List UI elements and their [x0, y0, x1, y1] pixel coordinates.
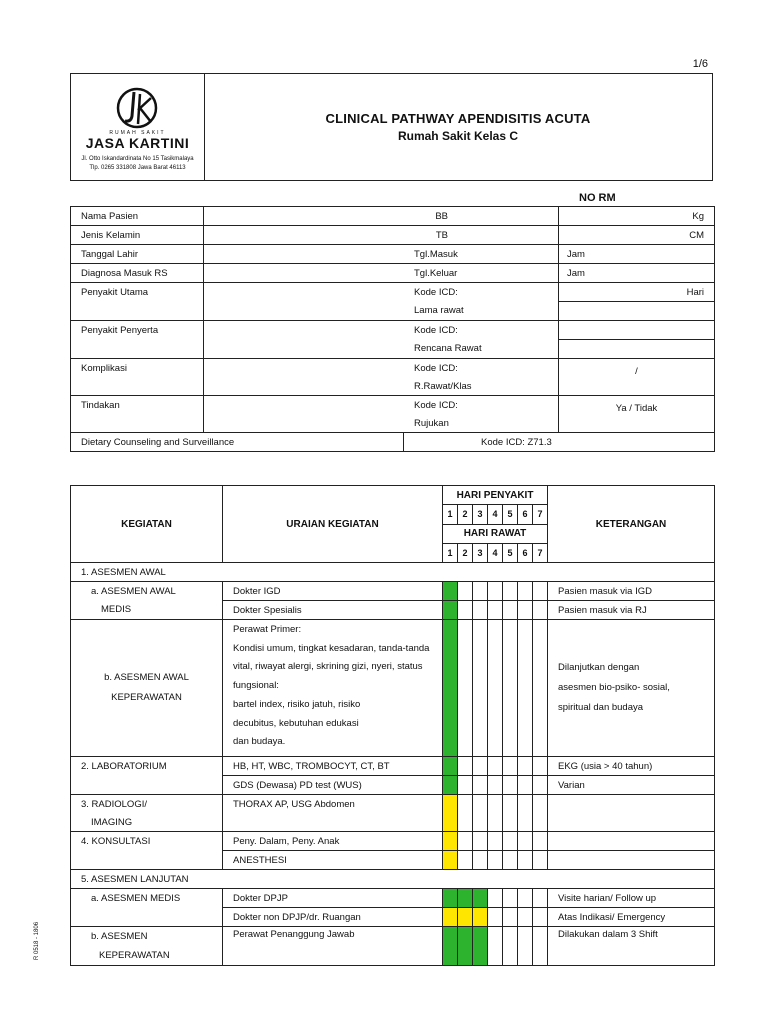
table-row: Komplikasi Kode ICD: /	[71, 359, 715, 378]
col-header-keterangan: KETERANGAN	[548, 486, 715, 563]
hospital-name: JASA KARTINI	[85, 135, 190, 151]
table-row: Nama Pasien BB Kg	[71, 207, 715, 226]
activity-table	[70, 485, 715, 966]
document-subtitle: Rumah Sakit Kelas C	[397, 129, 519, 143]
section-row-asesmen-lanjutan: 5. ASESMEN LANJUTAN	[71, 870, 715, 889]
table-row: b. ASESMEN KEPERAWATAN Perawat Penanggung Jawab Dilakukan dalam 3 Shift	[71, 927, 715, 966]
table-row: Jenis Kelamin TB CM	[71, 226, 715, 245]
table-row: ANESTHESI	[71, 851, 715, 870]
table-row: Tindakan Kode ICD: Ya / Tidak	[71, 396, 715, 415]
table-row: Dietary Counseling and Surveillance Kode ICD: Z71.3	[71, 433, 715, 452]
table-row: a. ASESMEN MEDIS Dokter DPJP Visite harian/ Follow up	[71, 889, 715, 908]
table-row: Lama rawat	[71, 302, 715, 321]
table-row: 2. LABORATORIUM HB, HT, WBC, TROMBOCYT, CT, BT EKG (usia > 40 tahun)	[71, 757, 715, 776]
table-row: b. ASESMEN AWAL KEPERAWATAN Perawat Primer: Kondisi umum, tingkat kesadaran, tanda-tanda vital, riwayat alergi, skrining gizi, nyeri, status fungsional: bartel index, risiko jatuh, risiko decubitus, kebutuhan edukasi dan budaya. Dilanjutkan dengan asesmen bio-psiko- sosial, spiritual dan budaya	[71, 620, 715, 757]
table-row: Penyakit Utama Kode ICD: Hari	[71, 283, 715, 302]
table-row: MEDIS Dokter Spesialis Pasien masuk via RJ	[71, 601, 715, 620]
col-header-uraian: URAIAN KEGIATAN	[223, 486, 443, 563]
table-row: Diagnosa Masuk RS Tgl.Keluar Jam	[71, 264, 715, 283]
header-box	[70, 73, 713, 181]
table-row: Rujukan	[71, 414, 715, 433]
hospital-prefix: RUMAH SAKIT	[109, 130, 166, 136]
table-row: Rencana Rawat	[71, 340, 715, 359]
table-row: 1 2 3 4 5 6 7	[71, 505, 715, 524]
table-row: R.Rawat/Klas	[71, 377, 715, 396]
section-row-asesmen-awal: 1. ASESMEN AWAL	[71, 563, 715, 582]
table-row: Penyakit Penyerta Kode ICD:	[71, 321, 715, 340]
perawat-primer-description: Perawat Primer: Kondisi umum, tingkat kesadaran, tanda-tanda vital, riwayat alergi, skrining gizi, nyeri, status fungsional: bartel index, risiko jatuh, risiko decubitus, kebutuhan edukasi dan budaya.	[223, 620, 443, 757]
table-row: 1 2 3 4 5 6 7	[71, 543, 715, 562]
hospital-address: Jl. Otto Iskandardinata No 15 Tasikmalaya Tlp. 0265 331808 Jawa Barat 46113	[81, 156, 194, 171]
table-row: 3. RADIOLOGI/ THORAX AP, USG Abdomen	[71, 795, 715, 814]
table-row: Dokter non DPJP/dr. Ruangan Atas Indikasi/ Emergency	[71, 908, 715, 927]
page-number: 1/6	[692, 58, 708, 70]
table-row: 4. KONSULTASI Peny. Dalam, Peny. Anak	[71, 832, 715, 851]
title-block	[204, 74, 712, 180]
form-code: R 0518 - 1806	[34, 921, 40, 960]
document-title: CLINICAL PATHWAY APENDISITIS ACUTA	[325, 111, 591, 126]
table-row: GDS (Dewasa) PD test (WUS) Varian	[71, 776, 715, 795]
table-row: a. ASESMEN AWAL Dokter IGD Pasien masuk via IGD	[71, 582, 715, 601]
patient-info-table	[70, 206, 715, 452]
table-row: IMAGING	[71, 813, 715, 832]
table-row	[71, 486, 715, 505]
table-row: Tanggal Lahir Tgl.Masuk Jam	[71, 245, 715, 264]
hospital-logo-block	[71, 74, 205, 180]
col-header-hari-penyakit: HARI PENYAKIT	[443, 486, 548, 505]
col-header-kegiatan: KEGIATAN	[71, 486, 223, 563]
no-rm-label: NO RM	[579, 192, 616, 204]
col-header-hari-rawat: HARI RAWAT	[443, 524, 548, 543]
hospital-logo-icon	[111, 86, 163, 130]
